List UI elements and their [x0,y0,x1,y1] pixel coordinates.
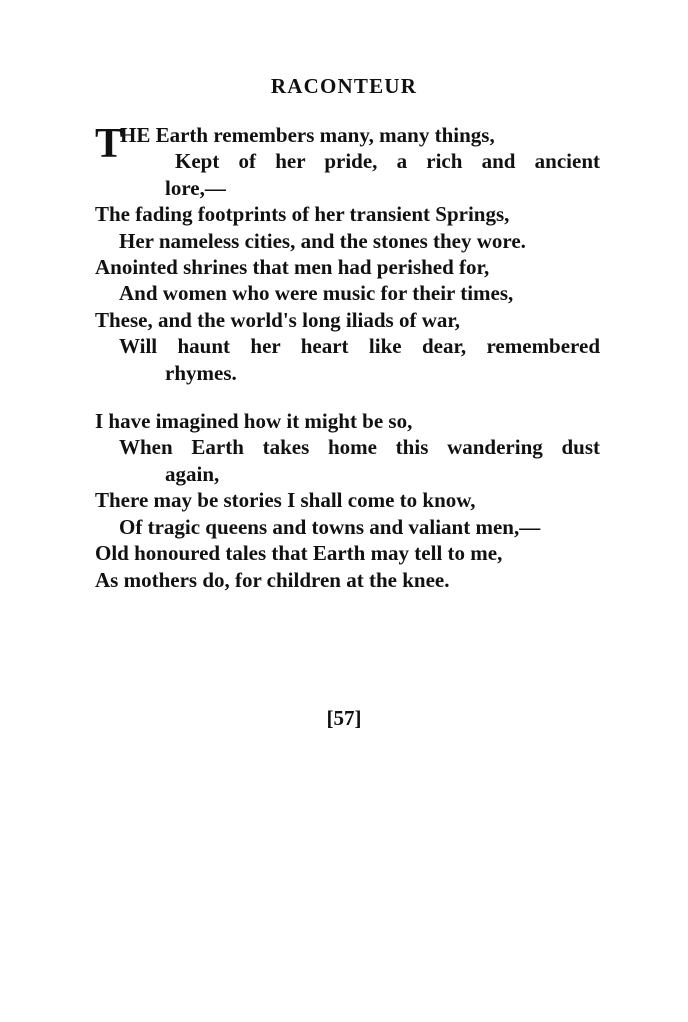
page-number: [57] [326,706,362,730]
stanza-break [95,386,600,408]
poem-title: RACONTEUR [270,74,418,98]
poem-line: lore,— [165,175,226,200]
poem-line-text: HE Earth remembers many, many things, [120,123,495,147]
poem-line: Will haunt her heart like dear, remembered [119,334,600,359]
poem-line: Kept of her pride, a rich and ancient [175,149,600,174]
poem-line: These, and the world's long iliads of war, [95,307,461,332]
poem-line: rhymes. [165,360,237,385]
poem-line: Her nameless cities, and the stones they wore. [119,228,526,253]
poem-line: again, [165,461,220,486]
poem-line: Of tragic queens and towns and valiant men,— [119,514,541,539]
poem-body [95,122,600,593]
poem-line: Anointed shrines that men had perished for, [95,255,490,280]
poem-line: There may be stories I shall come to know, [95,488,476,513]
poem-line: When Earth takes home this wandering dust [119,435,600,460]
poem-line: The fading footprints of her transient Springs, [95,202,510,227]
poem-line: I have imagined how it might be so, [95,409,413,434]
drop-cap: T [95,121,124,167]
poem-line: Old honoured tales that Earth may tell to me, [95,541,503,566]
poem-line: And women who were music for their times, [119,281,514,306]
poem-line: As mothers do, for children at the knee. [95,567,450,592]
